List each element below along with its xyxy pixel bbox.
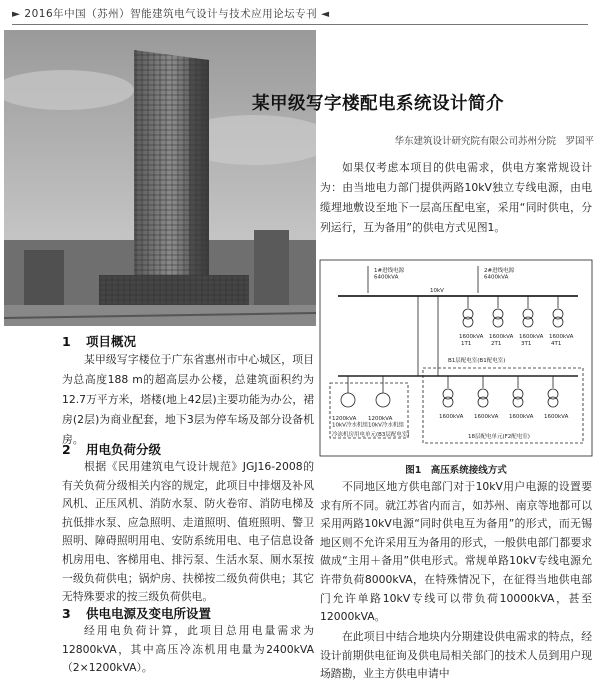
tx-name-4: 4T1 bbox=[551, 341, 562, 347]
chiller-unit-2: 1200kVA 10kV冷水机组 bbox=[368, 416, 404, 429]
section3-heading bbox=[62, 604, 211, 622]
section3-title: 供电电源及变电所设置 bbox=[86, 606, 212, 621]
figure-caption: 图1 高压系统接线方式 bbox=[405, 465, 507, 476]
floor-tx-4: 1600kVA bbox=[544, 414, 569, 420]
author-line: 华东建筑设计研究院有限公司苏州分院 罗国平 bbox=[394, 136, 594, 147]
section3-body: 经用电负荷计算，此项目总用电量需求为12800kVA，其中高压冷冻机用电量为2400kVA（2×1200kVA）。 bbox=[62, 624, 314, 675]
section1-body: 某甲级写字楼位于广东省惠州市中心城区，项目为总高度188 m的超高层办公楼，总建筑面积约为12.7万平方米，塔楼(地上42层)主要功能为办公，裙房(2层)为商业配套，地下3层为停车场及部分设备机房。 bbox=[62, 353, 314, 446]
section2-title: 用电负荷分级 bbox=[86, 442, 162, 457]
building-photo bbox=[4, 30, 316, 326]
tx-label-2: 1600kVA bbox=[489, 334, 514, 340]
intro-paragraph: 如果仅考虑本项目的供电需求，供电方案常规设计为：由当地电力部门提供两路10kV独立专线电源，由电缆埋地敷设至地下一层高压配电室，采用“同时供电，分列运行，互为备用”的供电方式见图1。 bbox=[320, 161, 592, 234]
tx-name-1: 1T1 bbox=[461, 341, 472, 347]
tx-label-3: 1600kVA bbox=[519, 334, 544, 340]
header-text: ► 2016年中国（苏州）智能建筑电气设计与技术应用论坛专刊 ◄ bbox=[12, 8, 330, 20]
bus-label: 10kV bbox=[430, 288, 444, 294]
room-label: B1层配电室(B1配电室) bbox=[448, 358, 506, 364]
section1-num: 1 bbox=[62, 334, 71, 349]
source1-label: 1#进线电源 6400kVA bbox=[374, 268, 405, 281]
tx-name-2: 2T1 bbox=[491, 341, 502, 347]
right-paragraph-1: 不同地区地方供电部门对于10kV用户电源的设置要求有所不同。就江苏省内而言，如苏州、南京等地都可以采用两路10kV电源“同时供电互为备用”的形式，而无锡地区则不允许采用互为备用的形式，一般供电部门都要求做成“主用＋备用”供电形式。常规单路10kV专线电源允许带负荷8000kVA，在特殊情况下，在征得当地供电部门允许单路10kV专线可以带负荷10000kVA，甚至12000kVA。 bbox=[320, 480, 592, 624]
article-title: 某甲级写字楼配电系统设计简介 bbox=[252, 94, 504, 114]
journal-header bbox=[12, 6, 588, 28]
section2-num: 2 bbox=[62, 442, 71, 457]
right-paragraph-2: 在此项目中结合地块内分期建设供电需求的特点，经设计前期供电征询及供电局相关部门的技术人员到用户现场踏勘，业主方供电申请中 bbox=[320, 630, 592, 681]
hv-wiring-diagram bbox=[318, 258, 594, 458]
section2-body: 根据《民用建筑电气设计规范》JGJ16-2008的有关负荷分级相关内容的规定，此项目中排烟及补风风机、正压风机、消防水泵、防火卷帘、消防电梯及抗低排水泵、应急照明、走道照明、值班照明、警卫照明、障碍照明用电、安防系统用电、电子信息设备机房用电、客梯用电、排污泵、生活水泵、厕水泵按一级负荷供电；锅炉房、扶梯按二级负荷供电；其它无特殊要求的按三级负荷供电。 bbox=[62, 460, 314, 604]
section1-heading bbox=[62, 332, 136, 350]
tx-label-1: 1600kVA bbox=[459, 334, 484, 340]
source2-label: 2#进线电源 6400kVA bbox=[484, 268, 515, 281]
section1-title: 项目概况 bbox=[86, 334, 137, 349]
floor-tx-2: 1600kVA bbox=[474, 414, 499, 420]
chiller-label: 冷冻机房用电单元(B3层配电室) bbox=[332, 432, 410, 438]
floor-tx-3: 1600kVA bbox=[509, 414, 534, 420]
floor-label: 18层配电单元(F2配电室) bbox=[468, 434, 530, 440]
tx-name-3: 3T1 bbox=[521, 341, 532, 347]
tx-label-4: 1600kVA bbox=[549, 334, 574, 340]
chiller-unit-1: 1200kVA 10kV冷水机组 bbox=[332, 416, 368, 429]
section3-num: 3 bbox=[62, 606, 71, 621]
floor-tx-1: 1600kVA bbox=[439, 414, 464, 420]
section2-heading bbox=[62, 440, 161, 458]
